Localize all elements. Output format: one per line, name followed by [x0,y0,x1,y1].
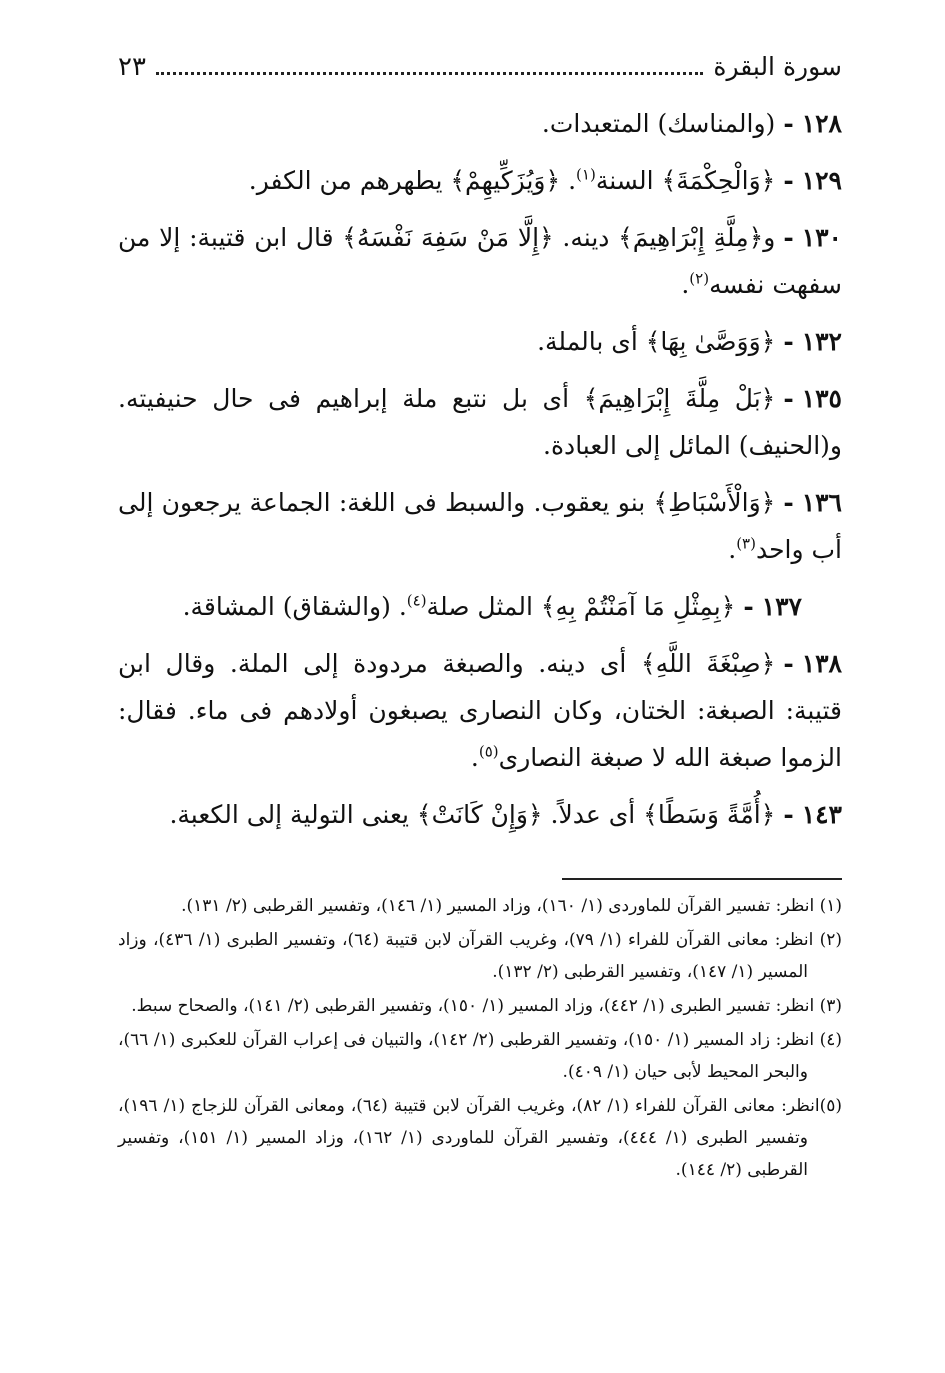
footnote-ref[interactable]: (٢) [689,269,710,288]
entry-text-cont: . ﴿وَيُزَكِّيهِمْ﴾ يطهرهم من الكفر. [248,166,577,195]
dash: - [783,109,794,138]
entry-128 [118,100,842,147]
entry-text: ﴿وَالْأَسْبَاطِ﴾ بنو يعقوب. والسبط فى اللغة: الجماعة يرجعون إلى أب واحد [118,488,842,564]
book-page [118,52,842,1362]
footnote-3: (٣) انظر: تفسير الطبرى (١/ ٤٤٢)، وزاد المسير (١/ ١٥٠)، وتفسير القرطبى (٢/ ١٤١)، والصحاح سبط. [131,996,842,1016]
entry-text: ﴿أُمَّةً وَسَطًا﴾ أى عدلاً. ﴿وَإِنْ كَانَتْ﴾ يعنى التولية إلى الكعبة. [169,800,776,829]
footnote-ref[interactable]: (١) [576,165,596,184]
entry-129 [118,157,842,204]
verse-number: ١٣٢ [801,327,842,356]
entry-text-cont: . [681,270,690,299]
entry-135 [118,375,842,469]
dash: - [783,327,794,356]
footnote-5: (٥)انظر: معانى القرآن للفراء (١/ ٨٢)، وغريب القرآن لابن قتيبة (٦٤)، ومعانى القرآن للزجاج (١/ ١٩٦)، وتفسير الطبرى (١/ ٤٤٤)، وتفسير القرآن للماوردى (١/ ١٦٢)، وزاد المسير (١/ ١٥١)، وتفسير القرطبى (٢/ ١٤٤). [118,1096,843,1180]
footnotes [118,890,842,1188]
verse-number: ١٢٨ [801,109,842,138]
footnote-4: (٤) انظر: زاد المسير (١/ ١٥٠)، وتفسير القرطبى (٢/ ١٤٢)، والتبيان فى إعراب القرآن للعكبرى (١/ ٦٦)، والبحر المحيط لأبى حيان (١/ ٤٠٩). [118,1030,842,1082]
entry-137 [118,583,842,630]
entry-text: ﴿بِمِثْلِ مَا آمَنْتُمْ بِهِ﴾ المثل صلة [426,592,736,621]
entry-text: ﴿صِبْغَةَ اللَّهِ﴾ أى دينه. والصبغة مردودة إلى الملة. وقال ابن قتيبة: الصبغة: الختان، وكان النصارى يصبغون أولادهم فى ماء. فقال: الزموا صبغة الله لا صبغة النصارى [118,649,842,772]
dash: - [783,166,794,195]
surah-title: سورة البقرة [713,52,842,81]
verse-number: ١٤٣ [801,800,842,829]
dash: - [783,384,794,413]
verse-number: ١٣٧ [761,592,802,621]
commentary-entries [118,100,842,838]
verse-number: ١٣٦ [801,488,842,517]
dash: - [783,223,794,252]
dash: - [783,488,794,517]
entry-text: ﴿بَلْ مِلَّةَ إِبْرَاهِيمَ﴾ أى بل نتبع ملة إبراهيم فى حال حنيفيته. و(الحنيف) المائل إلى العبادة. [118,384,842,460]
entry-text-cont: . [728,535,737,564]
footnote-2: (٢) انظر: معانى القرآن للفراء (١/ ٧٩)، وغريب القرآن لابن قتيبة (٦٤)، وتفسير الطبرى (١/ ٤٣٦)، وزاد المسير (١/ ١٤٧)، وتفسير القرطبى (٢/ ١٣٢). [118,930,842,982]
dash: - [743,592,754,621]
verse-number: ١٣٨ [801,649,842,678]
dash: - [783,800,794,829]
footnote-separator [562,878,842,880]
footnote-ref[interactable]: (٥) [478,742,499,761]
entry-130 [118,214,842,308]
footnote-ref[interactable]: (٤) [406,591,427,610]
entry-text-cont: . (والشقاق) المشاقة. [182,592,407,621]
entry-text-cont: . [470,743,479,772]
entry-136 [118,479,842,573]
entry-132 [118,318,842,365]
entry-text: و﴿مِلَّةِ إِبْرَاهِيمَ﴾ دينه. ﴿إِلَّا مَنْ سَفِهَ نَفْسَهُ﴾ قال ابن قتيبة: إلا من سفهت نفسه [118,223,842,299]
running-header [118,52,842,92]
page-number: ٢٣ [118,52,146,82]
footnote-1: (١) انظر: تفسير القرآن للماوردى (١/ ١٦٠)، وزاد المسير (١/ ١٤٦)، وتفسير القرطبى (٢/ ١٣١). [181,896,842,916]
entry-138 [118,640,842,781]
entry-text: (والمناسك) المتعبدات. [541,109,776,138]
entry-143 [118,791,842,838]
verse-number: ١٣٥ [801,384,842,413]
verse-number: ١٣٠ [801,223,842,252]
entry-text: ﴿وَوَصَّىٰ بِهَا﴾ أى بالملة. [537,327,776,356]
verse-number: ١٢٩ [801,166,842,195]
leader-dots [156,72,703,75]
footnote-ref[interactable]: (٣) [736,534,756,553]
dash: - [783,649,794,678]
entry-text: ﴿وَالْحِكْمَةَ﴾ السنة [595,166,776,195]
